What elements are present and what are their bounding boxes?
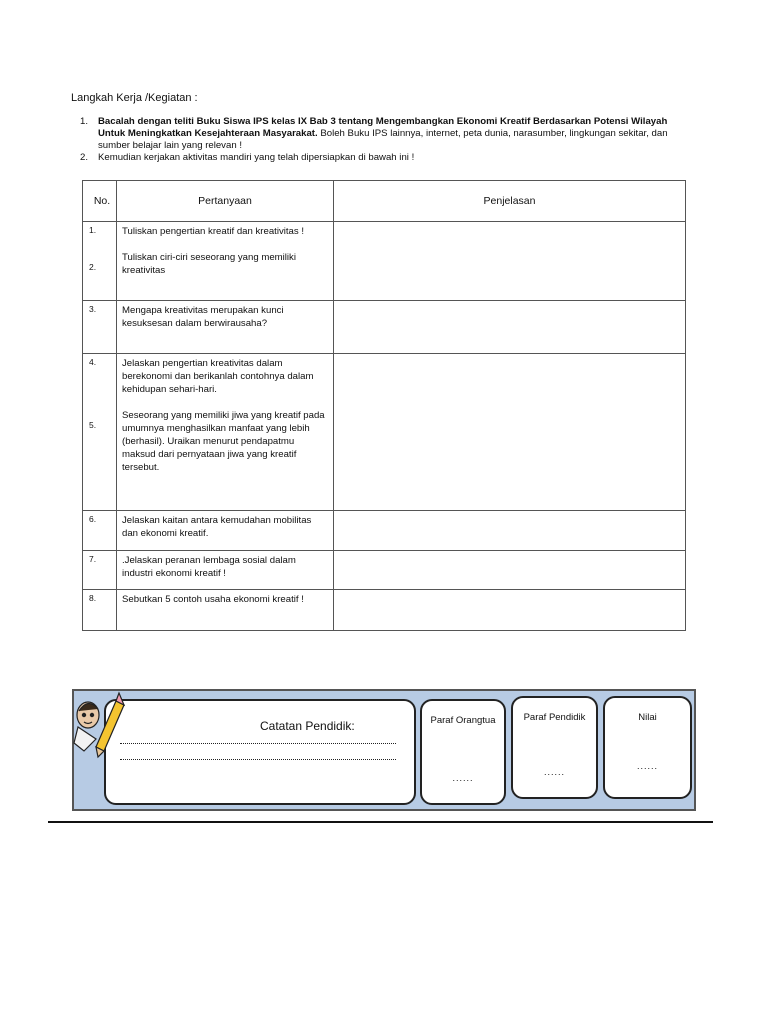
row-number-cell (83, 354, 117, 511)
row-number: 2. (89, 262, 97, 272)
header-no: No. (83, 181, 117, 222)
question-cell (117, 511, 334, 551)
question-cell (117, 222, 334, 301)
header-question: Pertanyaan (117, 181, 334, 222)
paraf-pendidik-box[interactable] (511, 696, 598, 799)
question-text: .Jelaskan peranan lembaga sosial dalam industri ekonomi kreatif ! (122, 555, 296, 579)
steps-list (80, 116, 692, 164)
question-text: Sebutkan 5 contoh usaha ekonomi kreatif ! (122, 594, 304, 605)
table-row (83, 222, 686, 301)
step-number: 1. (80, 116, 89, 127)
table-row (83, 354, 686, 511)
row-number: 5. (89, 420, 97, 430)
table-row (83, 590, 686, 631)
dotted-line (120, 743, 396, 744)
row-number: 7. (89, 554, 97, 564)
question-cell (117, 551, 334, 590)
table-row (83, 551, 686, 590)
question-text: Jelaskan kaitan antara kemudahan mobilitas dan ekonomi kreatif. (122, 515, 312, 539)
teacher-notes-panel (72, 689, 696, 811)
row-number: 3. (89, 304, 97, 314)
step-item (80, 152, 692, 164)
question-text: Mengapa kreativitas merupakan kunci kesuksesan dalam berwirausaha? (122, 305, 284, 329)
row-number: 1. (89, 225, 97, 235)
row-number-cell (83, 551, 117, 590)
question-text: Jelaskan pengertian kreativitas dalam berekonomi dan berikanlah contohnya dalam kehidupan sehari-hari. (122, 358, 314, 395)
answer-cell[interactable] (334, 354, 686, 511)
step-item (80, 116, 692, 152)
answer-cell[interactable] (334, 551, 686, 590)
step-bold-text: Bacalah dengan teliti Buku Siswa IPS kelas IX Bab 3 tentang Mengembangkan Ekonomi Kreatif Berdasarkan Potensi Wilayah Untuk Meningkatkan Kesejahteraan Masyarakat. (98, 116, 668, 139)
row-number: 4. (89, 357, 97, 367)
step-text: Kemudian kerjakan aktivitas mandiri yang telah dipersiapkan di bawah ini ! (98, 152, 415, 163)
question-cell (117, 590, 334, 631)
row-number: 6. (89, 514, 97, 524)
question-table (82, 180, 686, 631)
answer-cell[interactable] (334, 590, 686, 631)
step-number: 2. (80, 152, 89, 163)
row-number-cell (83, 222, 117, 301)
answer-cell[interactable] (334, 222, 686, 301)
divider-line (48, 821, 713, 823)
catatan-title: Catatan Pendidik: (260, 719, 355, 733)
row-number-cell (83, 301, 117, 354)
question-cell (117, 354, 334, 511)
question-cell (117, 301, 334, 354)
step-text: Boleh Buku IPS lainnya, internet, peta dunia, narasumber, lingkungan sekitar, dan sumber belajar lain yang relevan ! (98, 128, 668, 151)
signature-dots: ...... (452, 773, 474, 783)
catatan-pendidik-box[interactable] (104, 699, 416, 805)
question-text: Tuliskan pengertian kreatif dan kreativitas ! (122, 226, 305, 237)
answer-cell[interactable] (334, 511, 686, 551)
row-number-cell (83, 590, 117, 631)
section-heading: Langkah Kerja /Kegiatan : (71, 92, 198, 104)
pencil-mascot-icon (70, 687, 130, 761)
nilai-box[interactable] (603, 696, 692, 799)
signature-dots: ...... (543, 767, 565, 777)
header-explanation: Penjelasan (334, 181, 686, 222)
paraf-pendidik-label: Paraf Pendidik (523, 712, 586, 723)
dotted-line (120, 759, 396, 760)
answer-cell[interactable] (334, 301, 686, 354)
table-header-row (83, 181, 686, 222)
signature-dots: ...... (636, 761, 658, 771)
question-text: Seseorang yang memiliki jiwa yang kreatif pada umumnya menghasilkan manfaat yang lebih (berhasil). Uraikan menurut pendapatmu maksud dari pernyataan jiwa yang kreatif tersebut. (122, 410, 325, 473)
row-number-cell (83, 511, 117, 551)
question-text: Tuliskan ciri-ciri seseorang yang memiliki kreativitas (122, 252, 296, 276)
table-row (83, 301, 686, 354)
paraf-orangtua-box[interactable] (420, 699, 506, 805)
paraf-orangtua-label: Paraf Orangtua (430, 715, 496, 726)
row-number: 8. (89, 593, 97, 603)
nilai-label: Nilai (638, 712, 657, 723)
table-row (83, 511, 686, 551)
